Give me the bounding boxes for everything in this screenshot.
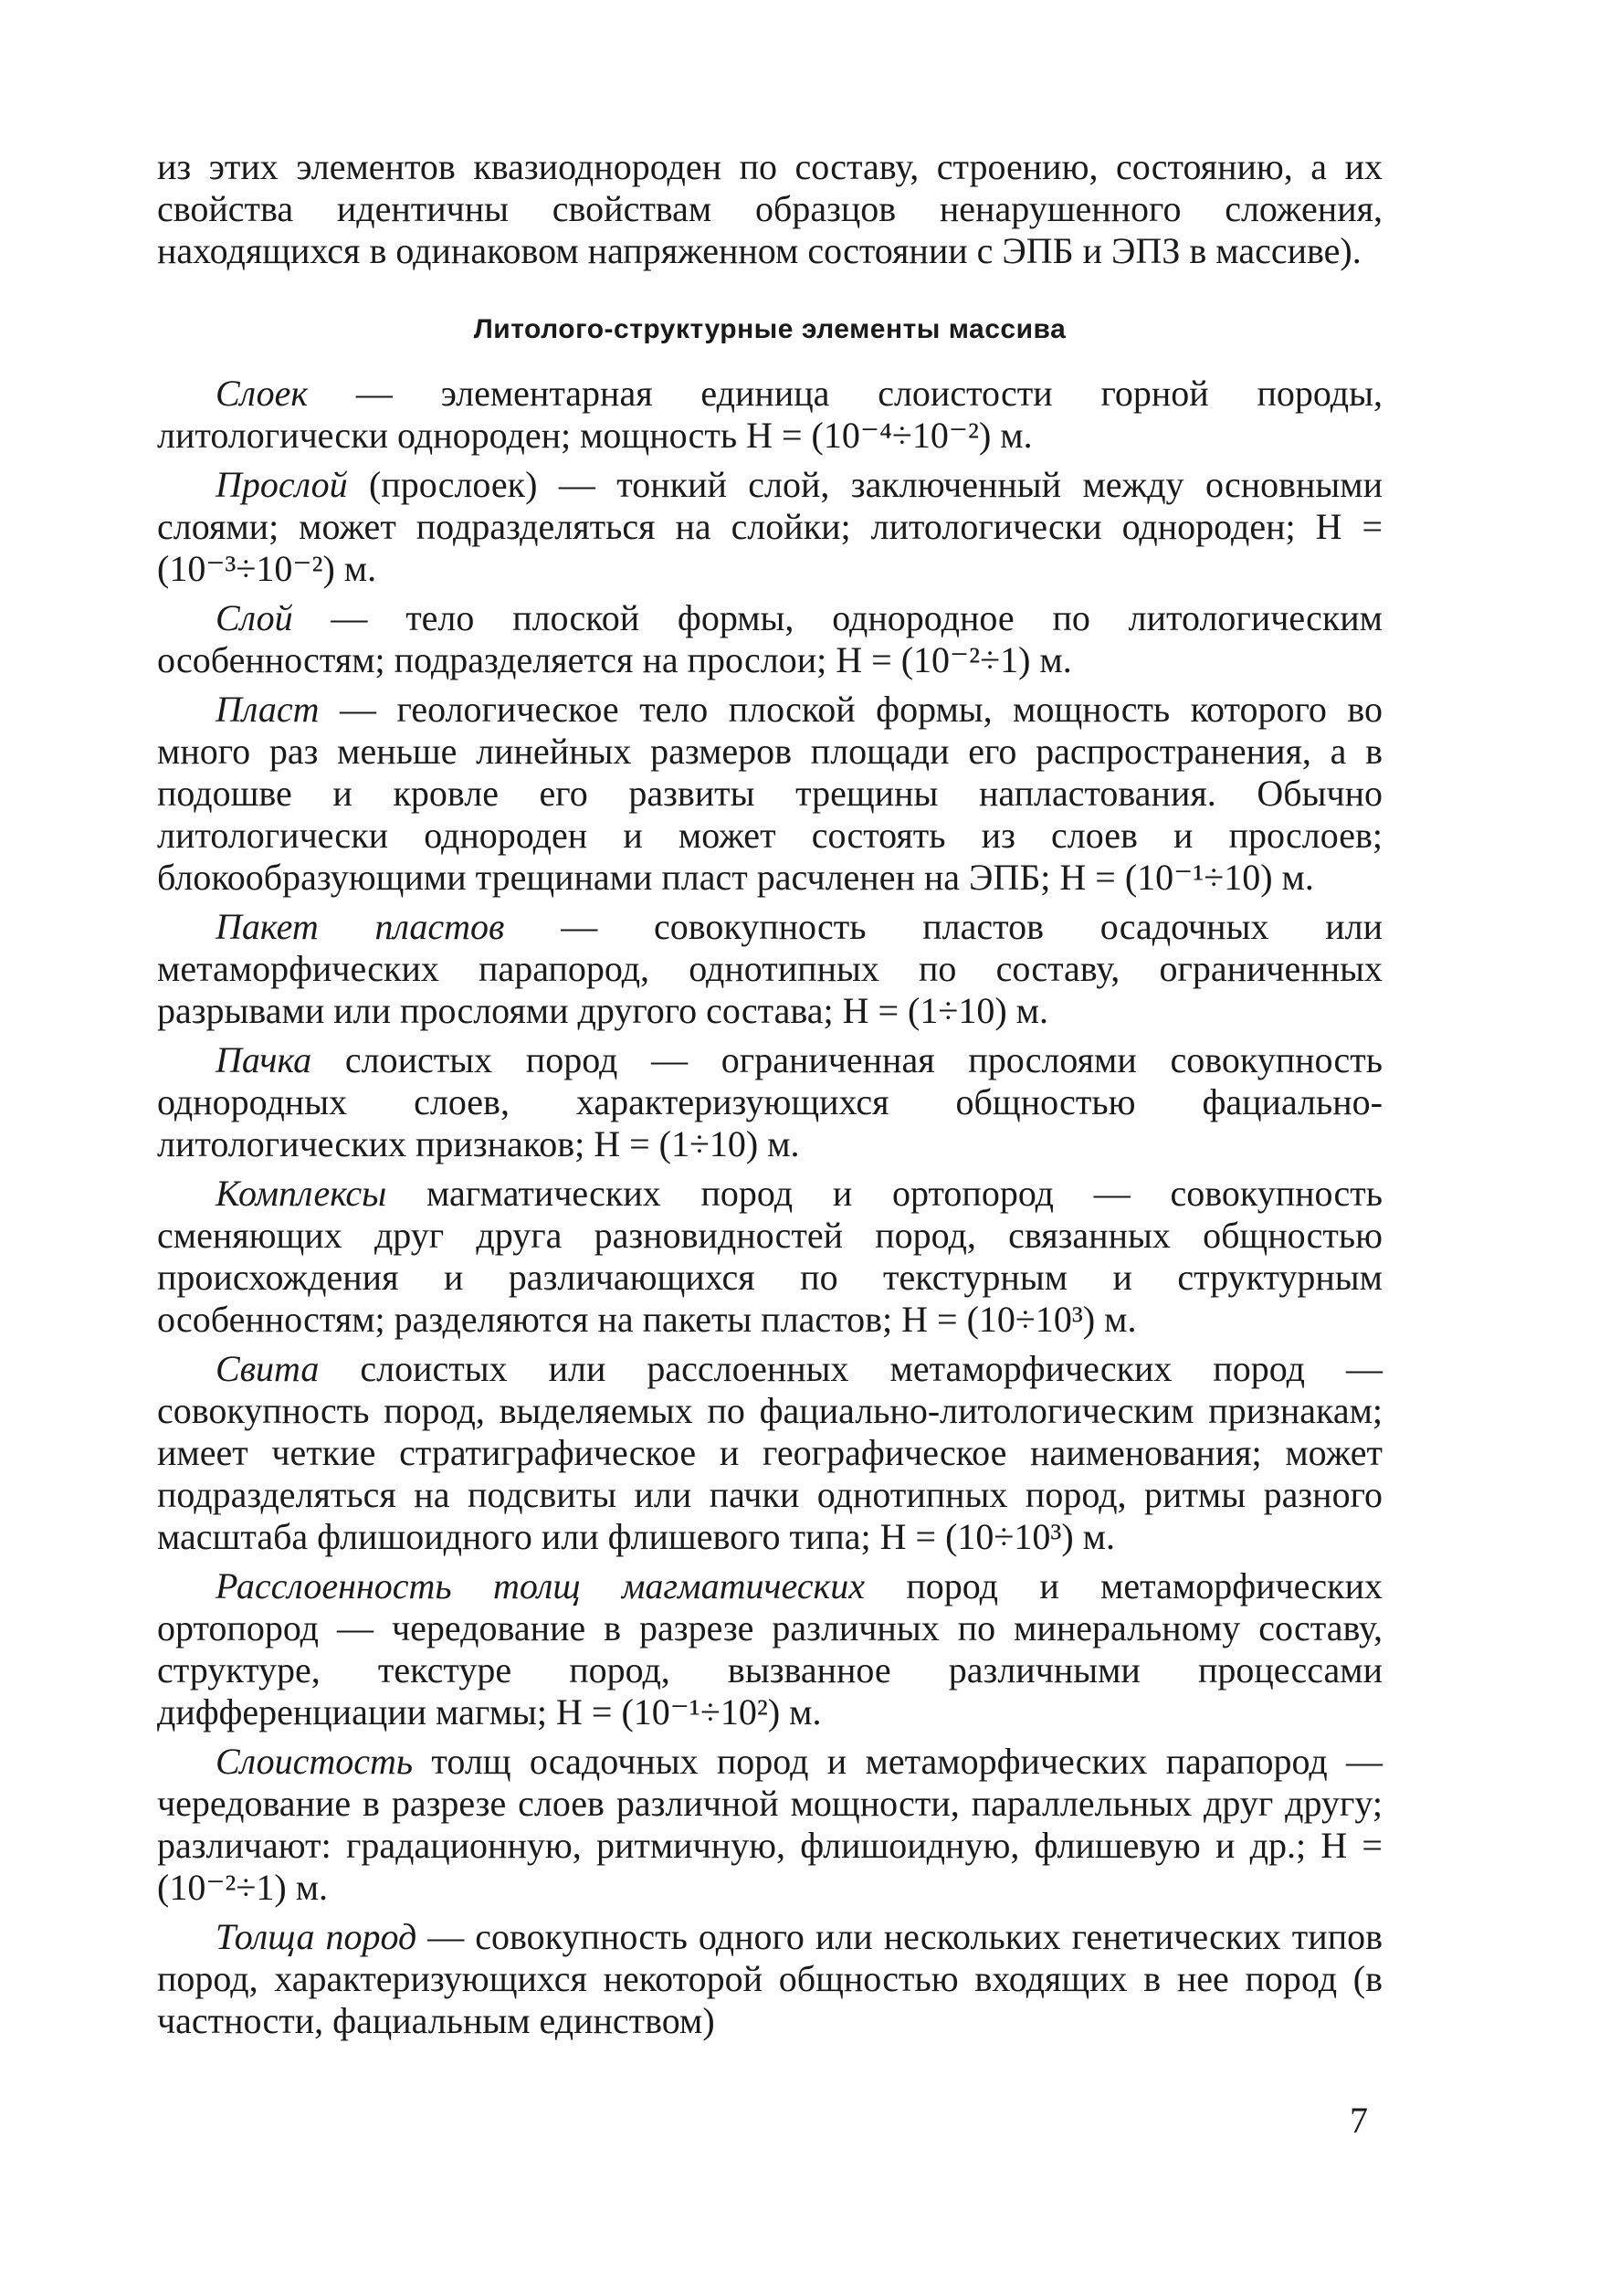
definition-sloek (157, 373, 1383, 457)
definition-text: — геологическое тело плоской формы, мощность которого во много раз меньше линейных размеров площади его распространения, а в подошве и кровле его развиты трещины напластования. Обычно литологически однороден и может состоять из слоев и прослоев; блокообразующими трещинами пласт расчленен на ЭПБ; H = (10⁻¹÷10) м. (157, 689, 1383, 898)
term: Слой (216, 597, 293, 638)
definition-text: толщ осадочных пород и метаморфических парапород — чередование в разрезе слоев различной мощности, параллельных друг другу; различают: градационную, ритмичную, флишоидную, флишевую и др.; H = (10⁻²÷1) м. (157, 1741, 1383, 1908)
definition-text: — элементарная единица слоистости горной породы, литологически однороден; мощность H = (10⁻⁴÷10⁻²) м. (157, 373, 1383, 456)
term: Слоек (216, 373, 309, 414)
section-heading: Литолого-структурные элементы массива (473, 314, 1067, 344)
intro-paragraph: из этих элементов квазиоднороден по составу, строению, состоянию, а их свойства идентичны свойствам образцов ненарушенного сложения, находящихся в одинаковом напряженном состоянии с ЭПБ и ЭПЗ в массиве). (157, 146, 1383, 271)
definition-sloy (157, 597, 1383, 681)
definitions-list (157, 373, 1383, 2042)
definition-paket-plastov (157, 906, 1383, 1032)
term: Прослой (216, 464, 348, 505)
term: Слоистость (216, 1741, 414, 1782)
term: Расслоенность толщ магматических (216, 1565, 865, 1606)
definition-text: — совокупность одного или нескольких генетических типов пород, характеризующихся некоторой общностью входящих в нее пород (в частности, фациальным единством) (157, 1916, 1383, 2041)
definition-text: слоистых или расслоенных метаморфических пород — совокупность пород, выделяемых по фациально-литологическим признакам; имеет четкие стратиграфическое и географическое наименования; может подразделяться на подсвиты или пачки однотипных пород, ритмы разного масштаба флишоидного или флишевого типа; H = (10÷10³) м. (157, 1348, 1383, 1557)
definition-text: пород и метаморфических ортопород — чередование в разрезе различных по минеральному составу, структуре, текстуре пород, вызванное различными процессами дифференциации магмы; H = (10⁻¹÷10²) м. (157, 1565, 1383, 1733)
term: Толща пород (216, 1916, 417, 1957)
definition-text: магматических пород и ортопород — совокупность сменяющих друг друга разновидностей пород, связанных общностью происхождения и различающихся по текстурным и структурным особенностям; разделяются на пакеты пластов; H = (10÷10³) м. (157, 1173, 1383, 1340)
term: Свита (216, 1348, 320, 1389)
page-number: 7 (1350, 2100, 1368, 2141)
term: Пачка (216, 1039, 312, 1080)
term: Пакет пластов (216, 906, 505, 947)
term: Комплексы (216, 1173, 387, 1214)
definition-svita (157, 1348, 1383, 1558)
definition-kompleksy (157, 1173, 1383, 1341)
definition-text: — тело плоской формы, однородное по литологическим особенностям; подразделяется на прослои; H = (10⁻²÷1) м. (157, 597, 1383, 680)
definition-text: слоистых пород — ограниченная прослоями совокупность однородных слоев, характеризующихся общностью фациально-литологических признаков; H = (1÷10) м. (157, 1039, 1383, 1164)
definition-tolshcha-porod (157, 1916, 1383, 2042)
definition-prosloy (157, 464, 1383, 590)
page-body (157, 146, 1383, 2042)
definition-rassloennost (157, 1565, 1383, 1733)
term: Пласт (216, 689, 320, 730)
definition-plast (157, 689, 1383, 899)
definition-text: — совокупность пластов осадочных или метаморфических парапород, однотипных по составу, ограниченных разрывами или прослоями другого состава; H = (1÷10) м. (157, 906, 1383, 1031)
definition-pachka (157, 1039, 1383, 1165)
definition-sloistost (157, 1741, 1383, 1909)
definition-text: (прослоек) — тонкий слой, заключенный между основными слоями; может подразделяться на слойки; литологически однороден; H = (10⁻³÷10⁻²) м. (157, 464, 1383, 589)
